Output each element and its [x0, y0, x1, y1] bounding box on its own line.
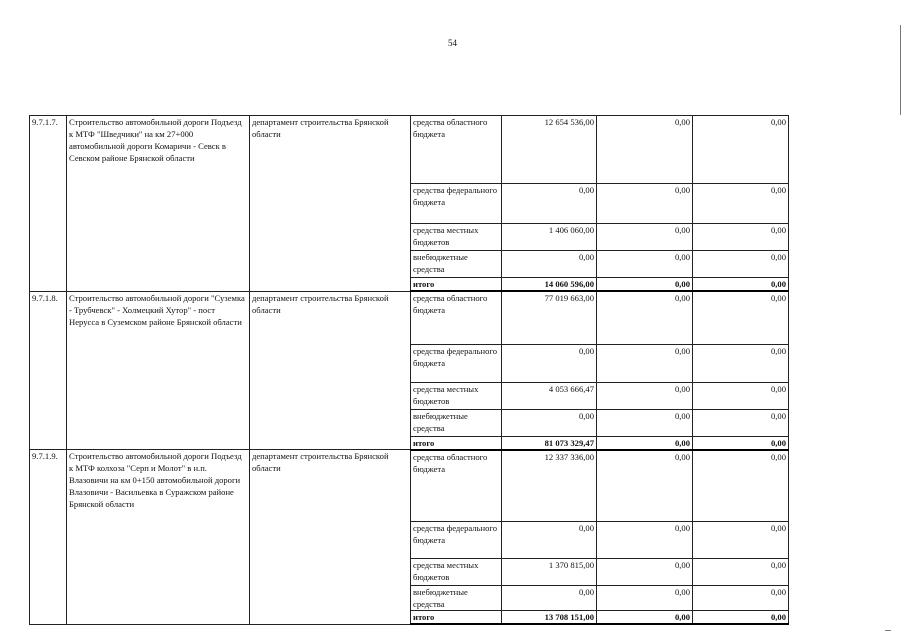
- funding-source: средства областного бюджета: [411, 450, 502, 522]
- funding-source: средства местных бюджетов: [411, 382, 502, 409]
- amount-cell-1: 13 708 151,00: [502, 611, 597, 625]
- amount-cell-2: 0,00: [597, 291, 693, 344]
- amount-cell-1: 12 337 336,00: [502, 450, 597, 522]
- amount-cell-1: 14 060 596,00: [502, 278, 597, 292]
- amount-cell-2: 0,00: [597, 436, 693, 450]
- amount-cell-1: 1 370 815,00: [502, 559, 597, 586]
- amount-cell-2: 0,00: [597, 251, 693, 278]
- responsible-department: департамент строительства Брянской области: [250, 450, 411, 625]
- funding-row: [30, 450, 789, 522]
- amount-cell-1: 0,00: [502, 586, 597, 611]
- funding-source: средства федерального бюджета: [411, 344, 502, 382]
- funding-source: внебюджетные средства: [411, 586, 502, 611]
- amount-cell-1: 81 073 329,47: [502, 436, 597, 450]
- amount-cell-3: 0,00: [693, 291, 789, 344]
- funding-source: средства федерального бюджета: [411, 184, 502, 224]
- amount-cell-1: 0,00: [502, 184, 597, 224]
- amount-cell-3: 0,00: [693, 450, 789, 522]
- section-code: 9.7.1.8.: [30, 291, 67, 450]
- amount-cell-3: 0,00: [693, 116, 789, 184]
- amount-cell-3: 0,00: [693, 251, 789, 278]
- funding-row: [30, 116, 789, 184]
- section-code: 9.7.1.7.: [30, 116, 67, 292]
- amount-cell-2: 0,00: [597, 611, 693, 625]
- amount-cell-2: 0,00: [597, 278, 693, 292]
- section-code: 9.7.1.9.: [30, 450, 67, 625]
- amount-cell-1: 1 406 060,00: [502, 224, 597, 251]
- funding-source: итого: [411, 436, 502, 450]
- amount-cell-3: 0,00: [693, 344, 789, 382]
- funding-source: средства областного бюджета: [411, 116, 502, 184]
- amount-cell-3: 0,00: [693, 409, 789, 436]
- funding-source: средства областного бюджета: [411, 291, 502, 344]
- amount-cell-2: 0,00: [597, 224, 693, 251]
- amount-cell-3: 0,00: [693, 522, 789, 559]
- amount-cell-3: 0,00: [693, 586, 789, 611]
- amount-cell-1: 77 019 663,00: [502, 291, 597, 344]
- amount-cell-2: 0,00: [597, 382, 693, 409]
- amount-cell-1: 0,00: [502, 344, 597, 382]
- amount-cell-2: 0,00: [597, 522, 693, 559]
- scan-edge-mark: [885, 630, 891, 631]
- page-number: 54: [448, 38, 457, 48]
- amount-cell-2: 0,00: [597, 116, 693, 184]
- budget-table: [29, 115, 789, 625]
- amount-cell-3: 0,00: [693, 436, 789, 450]
- amount-cell-3: 0,00: [693, 224, 789, 251]
- amount-cell-3: 0,00: [693, 611, 789, 625]
- amount-cell-3: 0,00: [693, 278, 789, 292]
- amount-cell-1: 0,00: [502, 409, 597, 436]
- responsible-department: департамент строительства Брянской области: [250, 291, 411, 450]
- funding-source: средства местных бюджетов: [411, 224, 502, 251]
- funding-source: итого: [411, 278, 502, 292]
- responsible-department: департамент строительства Брянской области: [250, 116, 411, 292]
- funding-source: средства местных бюджетов: [411, 559, 502, 586]
- funding-source: внебюджетные средства: [411, 409, 502, 436]
- scan-edge-mark: [900, 25, 901, 115]
- section-description: Строительство автомобильной дороги "Суземка - Трубчевск" - Холмецкий Хутор" - пост Нерусса в Суземском районе Брянской области: [67, 291, 250, 450]
- funding-source: внебюджетные средства: [411, 251, 502, 278]
- funding-source: средства федерального бюджета: [411, 522, 502, 559]
- section-description: Строительство автомобильной дороги Подъезд к МТФ "Шведчики" на км 27+000 автомобильной дороги Комаричи - Севск в Севском районе Брянской области: [67, 116, 250, 292]
- amount-cell-3: 0,00: [693, 184, 789, 224]
- amount-cell-1: 0,00: [502, 251, 597, 278]
- amount-cell-2: 0,00: [597, 450, 693, 522]
- amount-cell-1: 12 654 536,00: [502, 116, 597, 184]
- amount-cell-3: 0,00: [693, 559, 789, 586]
- amount-cell-2: 0,00: [597, 409, 693, 436]
- funding-source: итого: [411, 611, 502, 625]
- amount-cell-3: 0,00: [693, 382, 789, 409]
- section-description: Строительство автомобильной дороги Подъезд к МТФ колхоза "Серп и Молот" в н.п. Влазовичи на км 0+150 автомобильной дороги Влазовичи - Васильевка в Суражском районе Брянской области: [67, 450, 250, 625]
- amount-cell-2: 0,00: [597, 184, 693, 224]
- amount-cell-2: 0,00: [597, 559, 693, 586]
- amount-cell-1: 0,00: [502, 522, 597, 559]
- amount-cell-2: 0,00: [597, 586, 693, 611]
- funding-row: [30, 291, 789, 344]
- amount-cell-1: 4 053 666,47: [502, 382, 597, 409]
- amount-cell-2: 0,00: [597, 344, 693, 382]
